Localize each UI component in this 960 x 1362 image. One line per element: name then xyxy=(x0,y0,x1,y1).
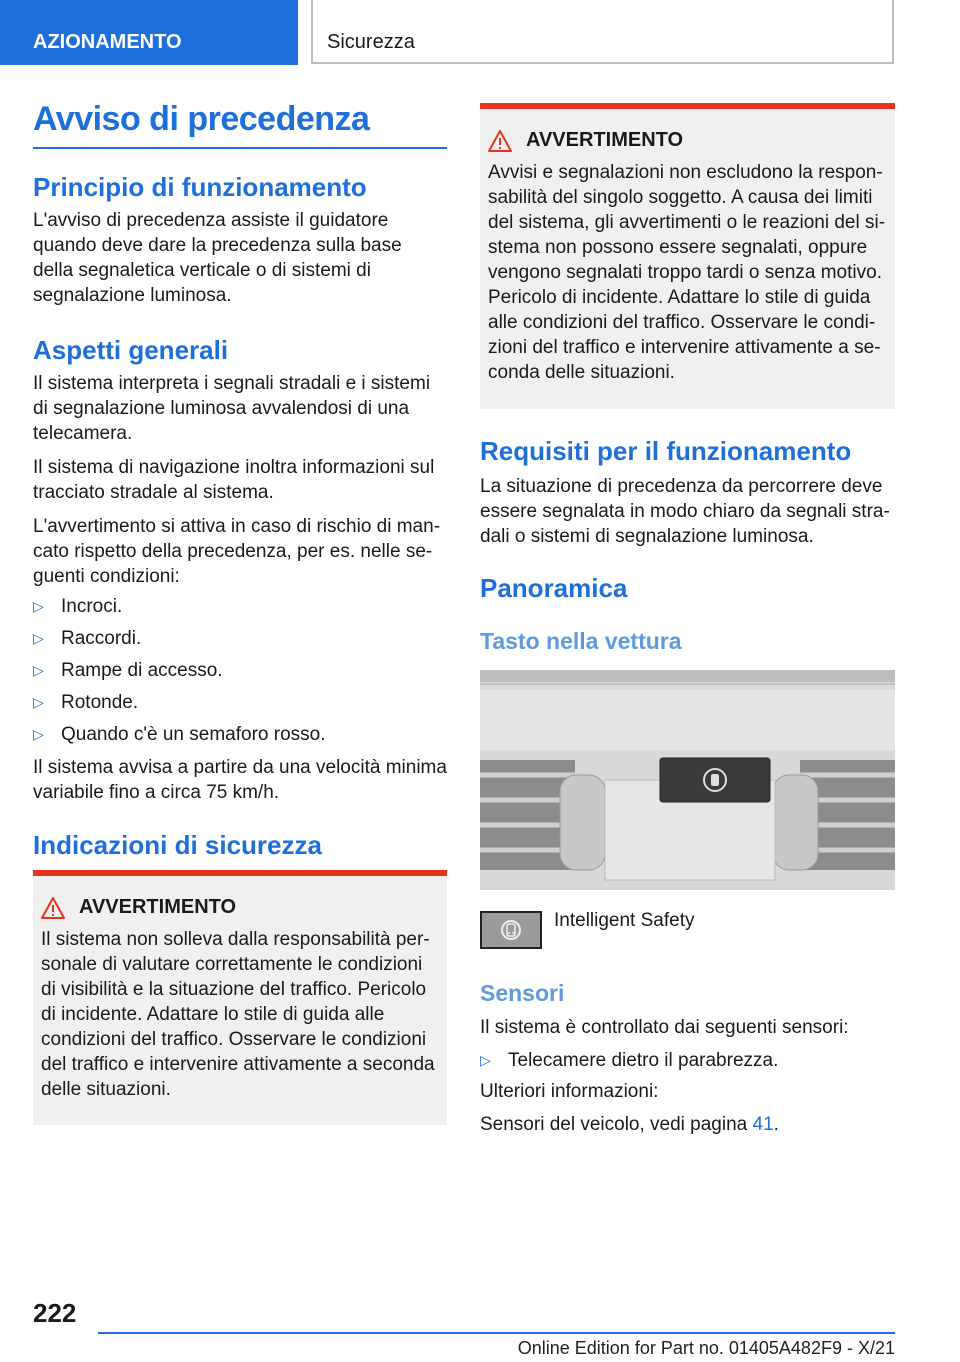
triangle-right-icon: ▷ xyxy=(33,630,44,646)
paragraph-general-1: Il sistema interpreta i segnali stradali e i sistemi di segnalazione luminosa avvalendosi di una telecamera. xyxy=(33,373,431,444)
paragraph-requirements: La situazione di precedenza da percorrere deve essere segnalata in modo chiaro da segnali stradali o sistemi di segnalazione luminosa. xyxy=(480,476,890,547)
dashboard-illustration xyxy=(480,670,895,890)
heading-requirements: Requisiti per il funzionamento xyxy=(480,436,852,466)
intelligent-safety-button[interactable] xyxy=(480,911,542,949)
intelligent-safety-icon xyxy=(500,919,522,941)
warning-triangle-icon xyxy=(41,897,65,919)
triangle-right-icon: ▷ xyxy=(33,598,44,614)
warning-triangle-icon xyxy=(488,130,512,152)
footer-edition: Online Edition for Part no. 01405A482F9 - X/21 xyxy=(517,1338,895,1358)
paragraph-general-3: L'avvertimento si attiva in caso di rischio di mancato rispetto della precedenza, per es. nelle seguenti condizioni: xyxy=(33,516,441,587)
list-item: ▷ Incroci. xyxy=(33,596,123,617)
heading-button: Tasto nella vettura xyxy=(480,628,682,654)
button-label: Intelligent Safety xyxy=(554,910,695,931)
list-item: ▷ Rampe di accesso. xyxy=(33,660,223,681)
paragraph-general-2: Il sistema di navigazione inoltra informazioni sul tracciato stradale al sistema. xyxy=(33,457,435,503)
sensors-list xyxy=(480,1048,895,1080)
conditions-list xyxy=(33,594,447,754)
triangle-right-icon: ▷ xyxy=(33,694,44,710)
warning-title: AVVERTIMENTO xyxy=(79,896,237,918)
paragraph-principle: L'avviso di precedenza assiste il guidatore quando deve dare la precedenza sulla base della segnaletica verticale o di sistemi di segnalazione luminosa. xyxy=(33,210,402,306)
triangle-right-icon: ▷ xyxy=(33,726,44,742)
warning-text: Avvisi e segnalazioni non escludono la responsabilità del singolo soggetto. A causa dei limiti del sistema, gli avvertimenti o le reazioni del sistema non possono essere segnalati, oppure vengono segnalati troppo tardi o senza motivo. Pericolo di incidente. Adattare lo stile di guida alle condizioni del traffico. Osservare le condizioni del traffico e intervenire attivamente a seconda delle situazioni. xyxy=(488,162,886,383)
page-number: 222 xyxy=(33,1298,77,1328)
chapter-tab[interactable]: Sicurezza xyxy=(311,0,894,64)
section-tab[interactable]: AZIONAMENTO xyxy=(0,0,298,65)
triangle-right-icon: ▷ xyxy=(480,1052,491,1068)
list-item: ▷ Telecamere dietro il parabrezza. xyxy=(480,1050,779,1071)
heading-principle: Principio di funzionamento xyxy=(33,172,367,202)
heading-safety: Indicazioni di sicurezza xyxy=(33,830,322,860)
heading-overview: Panoramica xyxy=(480,573,628,603)
footer-divider xyxy=(98,1332,895,1334)
warning-box-left xyxy=(33,870,447,1125)
page-link[interactable]: 41 xyxy=(752,1114,774,1135)
dashboard-photo xyxy=(480,670,895,890)
warning-box-right xyxy=(480,103,895,409)
warning-text: Il sistema non solleva dalla responsabilità personale di valutare correttamente le condizioni di visibilità e la situazione del traffico. Pericolo di incidente. Adattare lo stile di guida alle condizioni del traffico. Osservare le condizioni del traffico e intervenire attivamente a seconda delle situazioni. xyxy=(41,929,435,1100)
paragraph-sensors: Il sistema è controllato dai seguenti sensori: xyxy=(480,1017,849,1038)
paragraph-general-4: Il sistema avvisa a partire da una velocità minima variabile fino a circa 75 km/h. xyxy=(33,757,447,803)
heading-sensors: Sensori xyxy=(480,980,565,1006)
list-item: ▷ Rotonde. xyxy=(33,692,139,713)
page-title: Avviso di precedenza xyxy=(33,100,447,149)
paragraph-reference: Sensori del veicolo, vedi pagina 41. xyxy=(480,1114,779,1135)
warning-title: AVVERTIMENTO xyxy=(526,129,684,151)
paragraph-more: Ulteriori informazioni: xyxy=(480,1081,659,1102)
list-item: ▷ Quando c'è un semaforo rosso. xyxy=(33,724,326,745)
list-item: ▷ Raccordi. xyxy=(33,628,142,649)
triangle-right-icon: ▷ xyxy=(33,662,44,678)
heading-general: Aspetti generali xyxy=(33,335,229,365)
